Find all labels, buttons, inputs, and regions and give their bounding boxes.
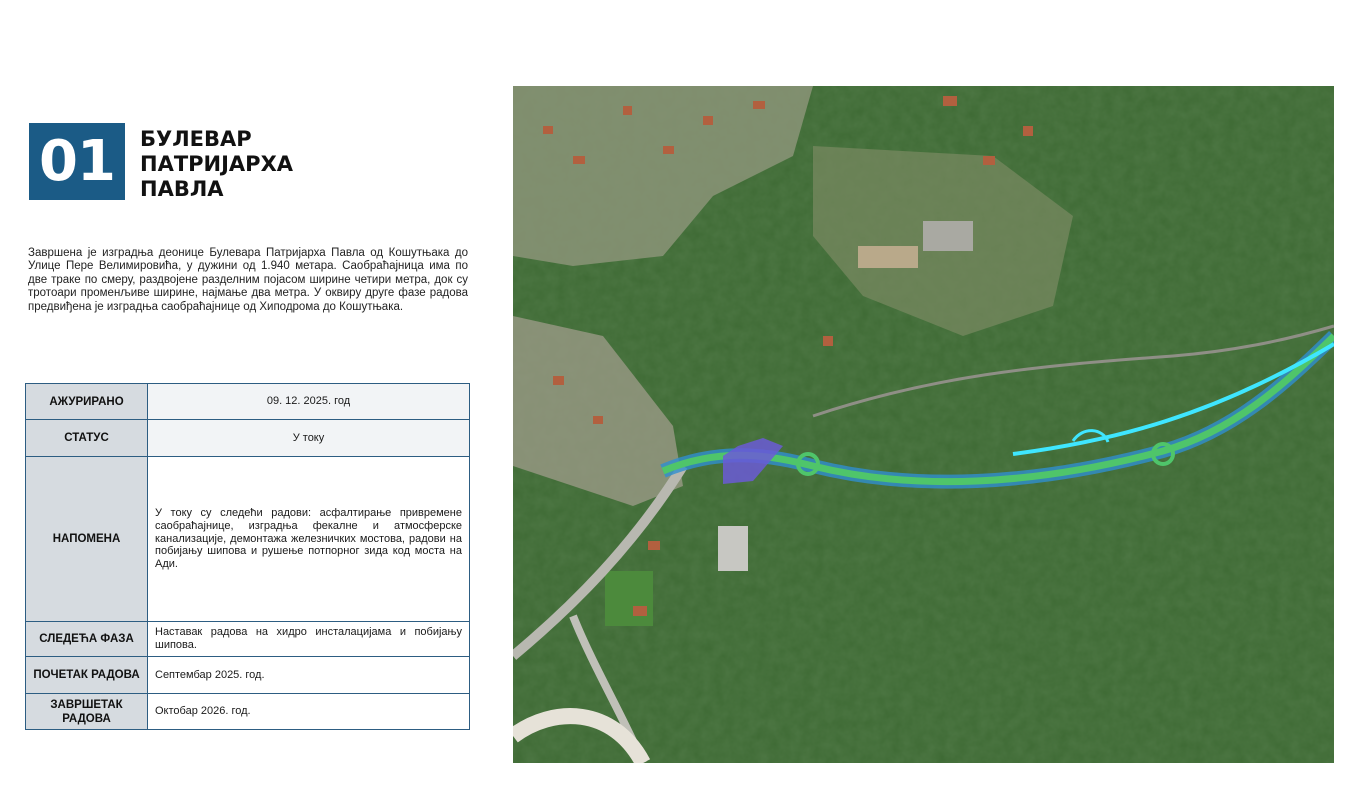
building-block <box>718 526 748 571</box>
start-value: Септембар 2025. год. <box>148 657 470 694</box>
title-line-3: ПАВЛА <box>140 177 224 201</box>
row-end <box>26 694 470 730</box>
section-number-badge <box>29 123 125 200</box>
map-drawing <box>513 86 1334 763</box>
section-number: 01 <box>39 129 115 194</box>
sports-field <box>858 246 918 268</box>
row-next-phase <box>26 622 470 657</box>
updated-value: 09. 12. 2025. год <box>148 384 470 420</box>
row-note <box>26 457 470 622</box>
status-value: У току <box>148 420 470 457</box>
title-line-2: ПАТРИЈАРХА <box>140 152 294 176</box>
football-field <box>605 571 653 626</box>
project-info-table <box>25 383 470 730</box>
status-label: СТАТУС <box>26 420 148 457</box>
note-value: У току су следећи радови: асфалтирање привремене саобраћајнице, изградња фекалне и атмосферске канализације, демонтажа железничких мостова, радови на побијању шипова и рушење потпорног зида код моста на Ади. <box>148 457 470 622</box>
row-status <box>26 420 470 457</box>
intro-paragraph: Завршена је изградња деонице Булевара Патријарха Павла од Кошутњака до Улице Пере Велимировића, у дужини од 1.940 метара. Саобраћајница има по две траке по смеру, раздвојене разделним појасом ширине четири метра, док су тротоари променљиве ширине, најмање два метра. У оквиру друге фазе радова предвиђена је изградња саобраћајнице од Хиподрома до Кошутњака. <box>28 247 468 313</box>
row-updated <box>26 384 470 420</box>
aerial-route-map <box>513 86 1334 763</box>
parking-lot <box>923 221 973 251</box>
next-phase-label: СЛЕДЕЋА ФАЗА <box>26 622 148 657</box>
start-label: ПОЧЕТАК РАДОВА <box>26 657 148 694</box>
next-phase-value: Наставак радова на хидро инсталацијама и побијању шипова. <box>148 622 470 657</box>
end-label: ЗАВРШЕТАК РАДОВА <box>26 694 148 730</box>
title-line-1: БУЛЕВАР <box>140 127 252 151</box>
row-start <box>26 657 470 694</box>
end-value: Октобар 2026. год. <box>148 694 470 730</box>
note-label: НАПОМЕНА <box>26 457 148 622</box>
page-title <box>140 127 293 202</box>
updated-label: АЖУРИРАНО <box>26 384 148 420</box>
